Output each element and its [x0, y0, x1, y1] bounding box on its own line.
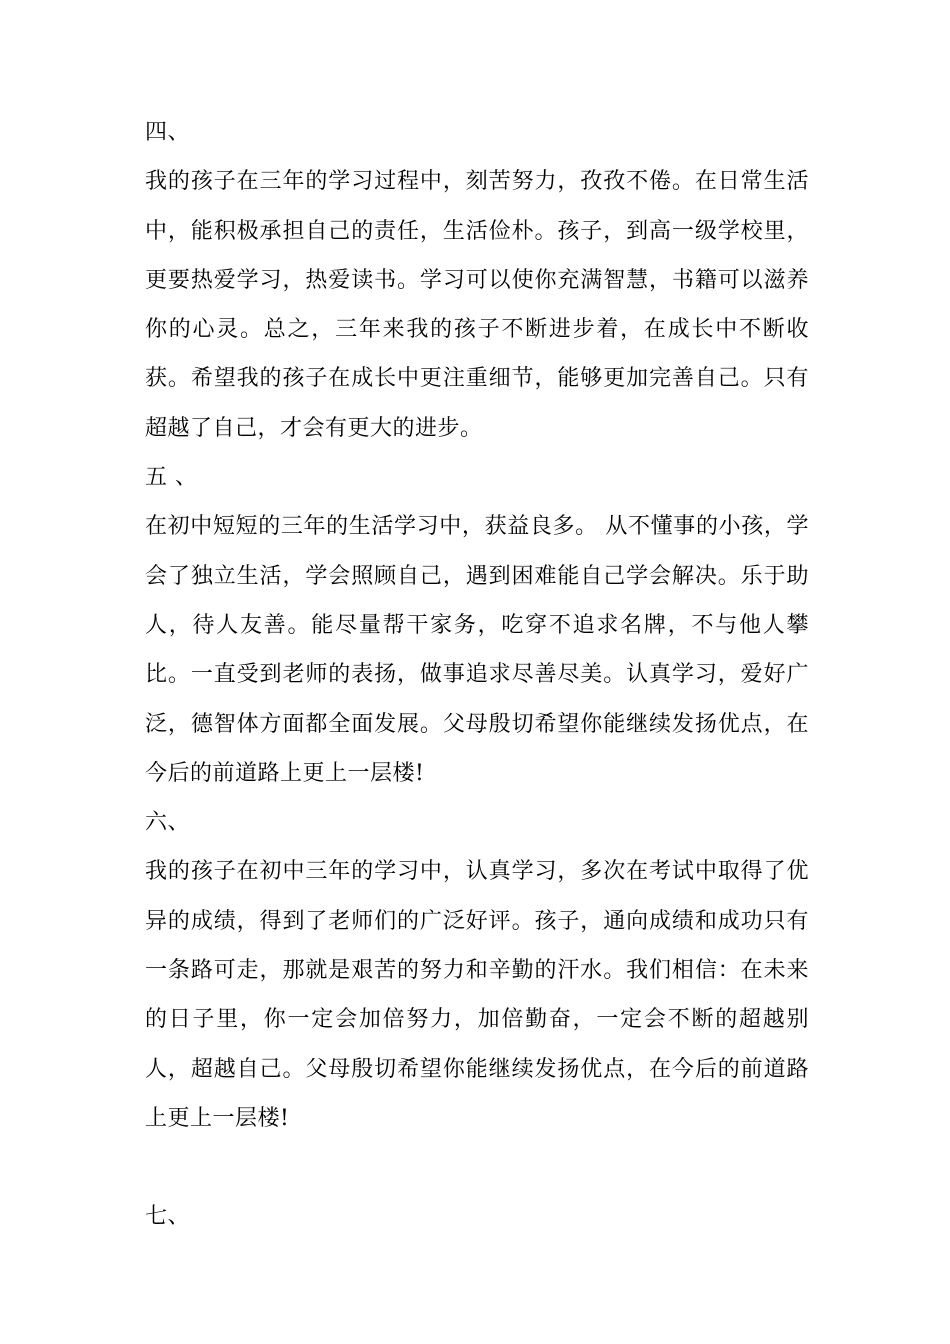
- section-heading-7: 七、: [145, 1204, 191, 1230]
- section-paragraph-6: 我的孩子在初中三年的学习中，认真学习，多次在考试中取得了优异的成绩，得到了老师们的广泛好评。孩子，通向成绩和成功只有一条路可走，那就是艰苦的努力和辛勤的汗水。我们相信：在未来的日子里，你一定会加倍努力，加倍勤奋，一定会不断的超越别人，超越自己。父母殷切希望你能继续发扬优点，在今后的前道路上更上一层楼!: [145, 859, 809, 1131]
- section-heading-4: 四、: [145, 120, 191, 145]
- section-paragraph-4: 我的孩子在三年的学习过程中，刻苦努力，孜孜不倦。在日常生活中，能积极承担自己的责任，生活俭朴。孩子，到高一级学校里，更要热爱学习，热爱读书。学习可以使你充满智慧，书籍可以滋养你的心灵。总之，三年来我的孩子不断进步着，在成长中不断收获。希望我的孩子在成长中更注重细节，能够更加完善自己。只有超越了自己，才会有更大的进步。: [145, 169, 809, 441]
- section-paragraph-5: 在初中短短的三年的生活学习中，获益良多。 从不懂事的小孩，学会了独立生活，学会照顾自己，遇到困难能自己学会解决。乐于助人，待人友善。能尽量帮干家务，吃穿不追求名牌，不与他人攀比。一直受到老师的表扬，做事追求尽善尽美。认真学习，爱好广泛，德智体方面都全面发展。父母殷切希望你能继续发扬优点，在今后的前道路上更上一层楼!: [145, 514, 809, 786]
- blank-line: [145, 1143, 809, 1192]
- document-body: [145, 108, 809, 1242]
- section-heading-5: 五 、: [145, 465, 198, 491]
- section-heading-6: 六、: [145, 810, 191, 836]
